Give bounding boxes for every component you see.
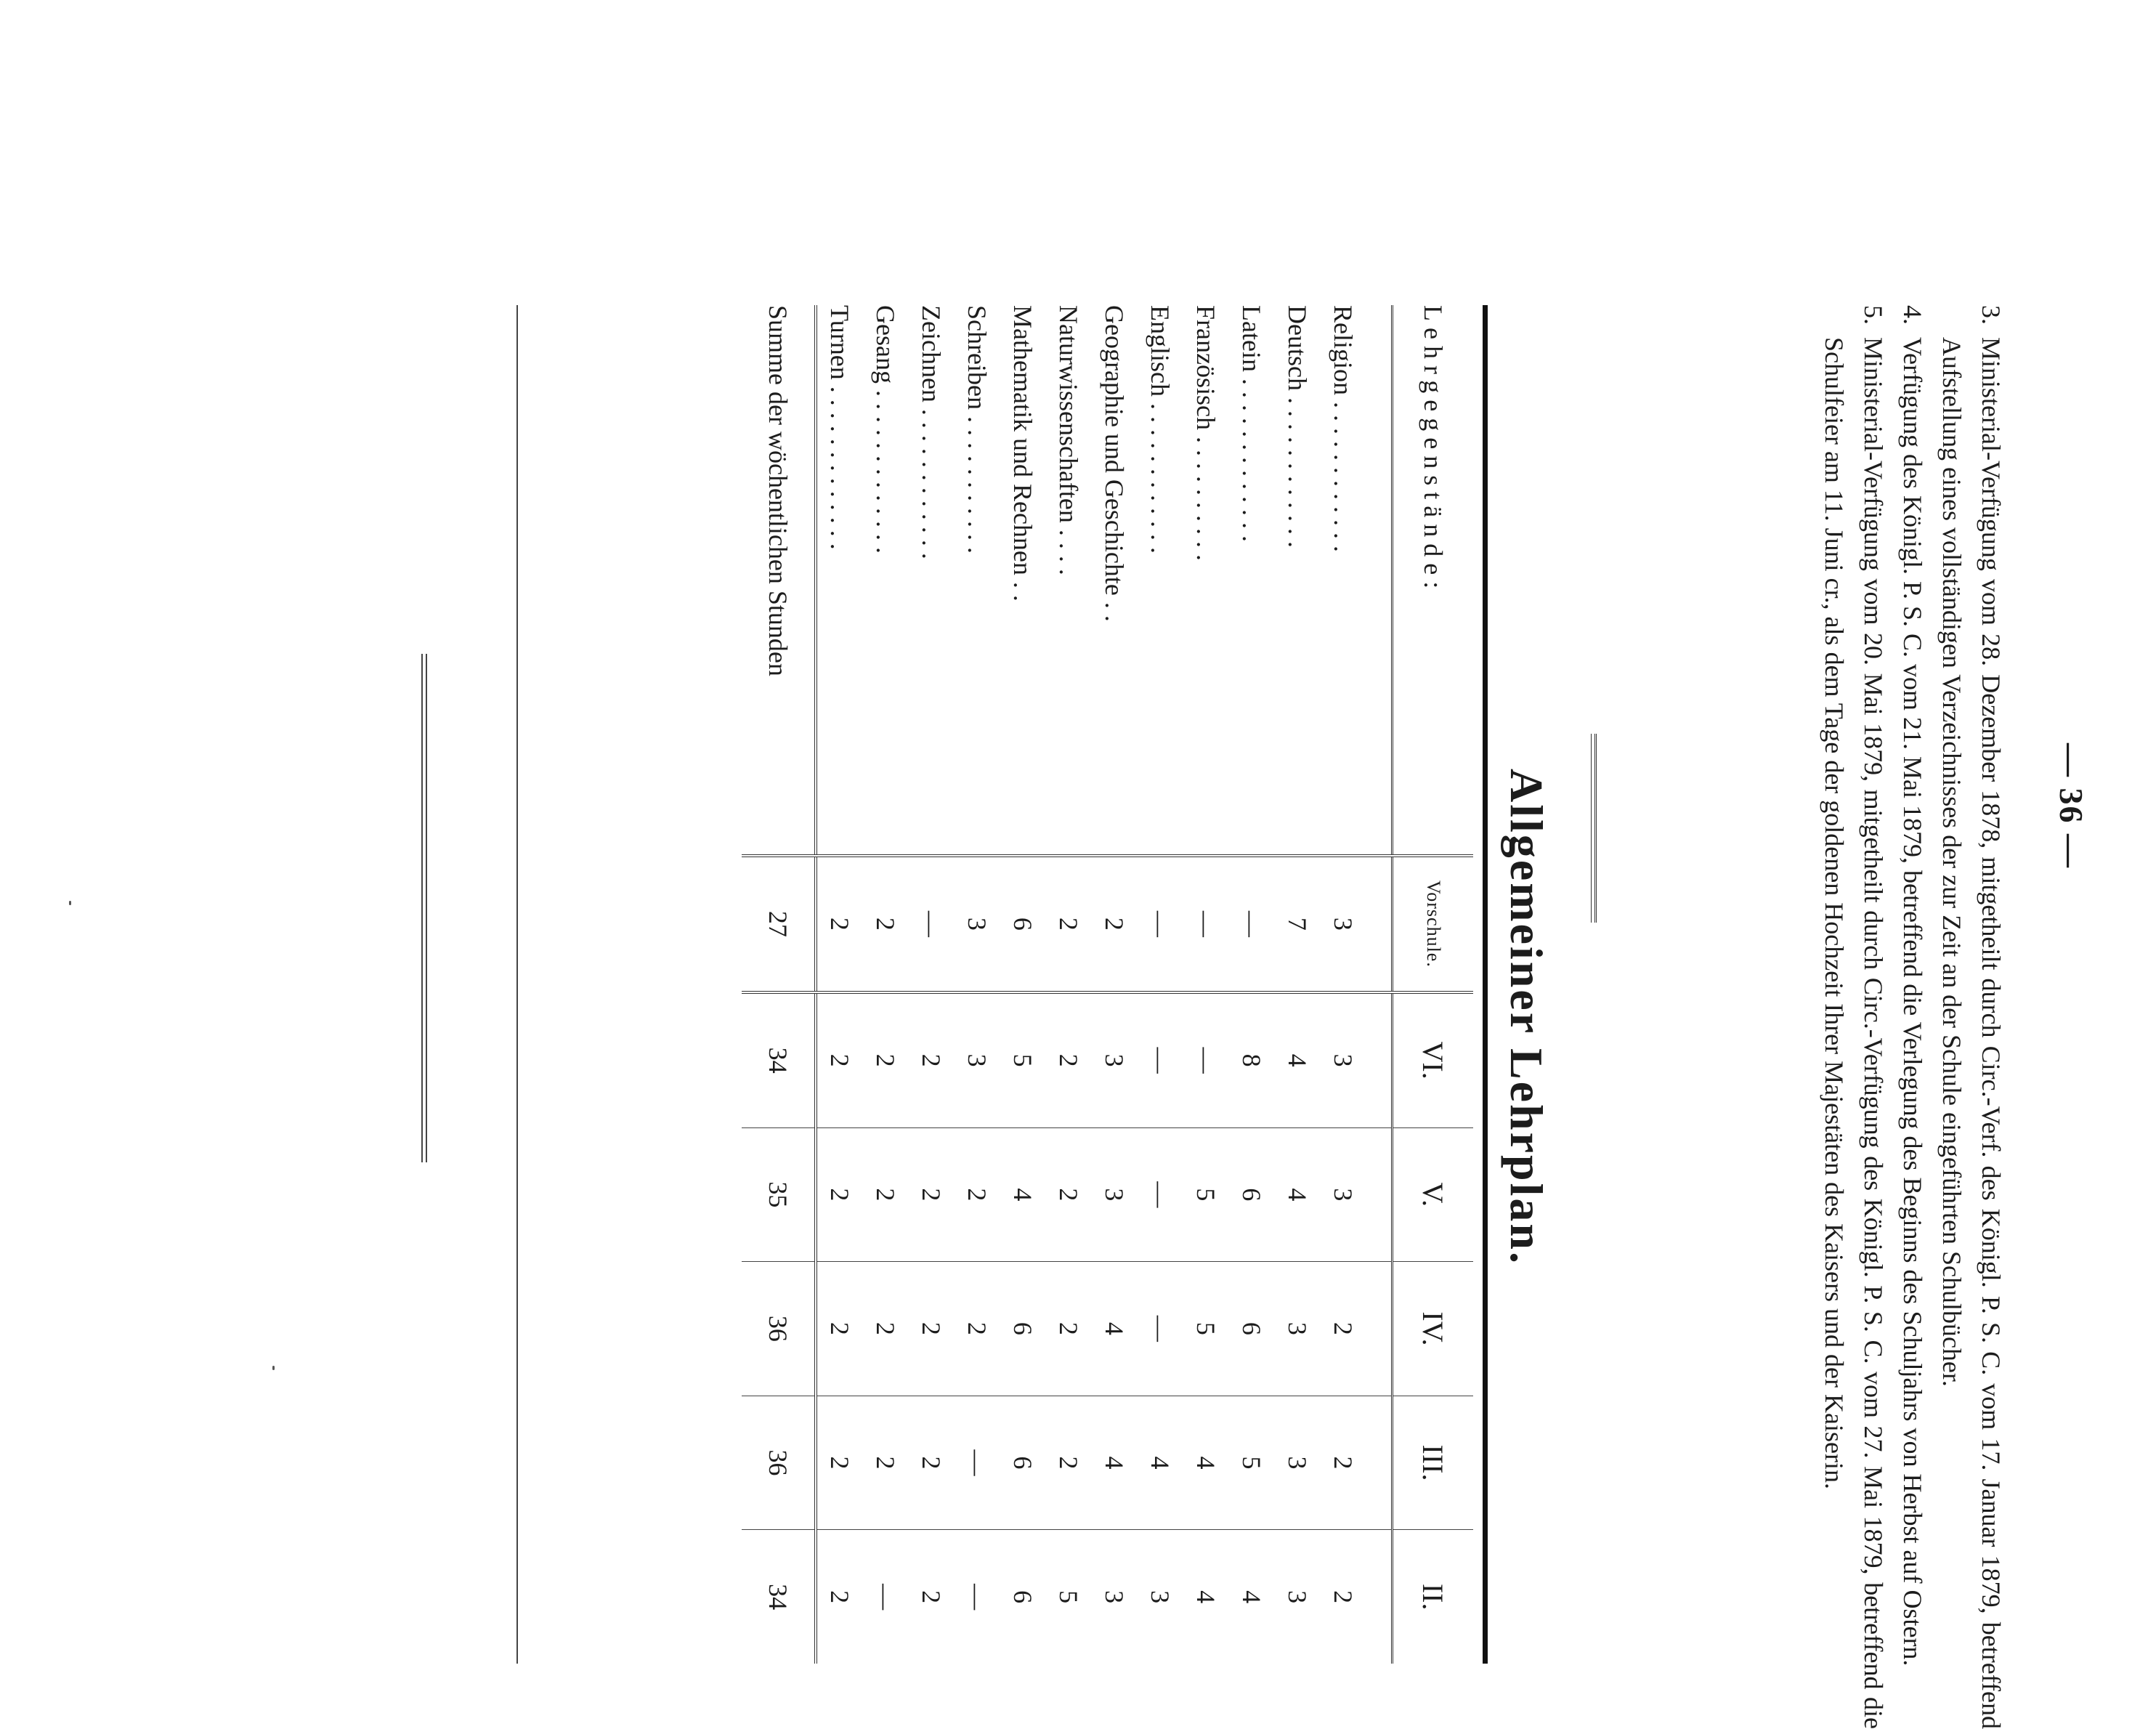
note-item: [1932, 305, 2011, 1729]
column-header: Vorschule.: [1393, 856, 1474, 992]
sum-cell: 34: [742, 1530, 816, 1664]
hours-cell: 3: [955, 856, 1000, 992]
hours-cell: 5: [1000, 992, 1046, 1127]
hours-cell: —: [1183, 992, 1229, 1127]
table-row: [1183, 305, 1229, 1664]
column-header: VI.: [1393, 992, 1474, 1127]
hours-cell: 2: [917, 1590, 947, 1604]
hours-cell: —: [1229, 856, 1275, 992]
scan-speck: [69, 901, 71, 905]
column-header: III.: [1393, 1396, 1474, 1530]
note-item: [1815, 305, 1893, 1729]
table-bottom-rule: [516, 305, 518, 1664]
hours-cell: —: [1183, 856, 1229, 992]
hours-cell: 4: [1092, 1262, 1138, 1396]
hours-cell: 3: [1146, 1590, 1175, 1604]
table-row: [816, 305, 863, 1664]
hours-cell: —: [955, 1396, 1000, 1530]
hours-cell: 7: [1275, 856, 1321, 992]
end-rule: [421, 654, 423, 1162]
hours-cell: 6: [1000, 1262, 1046, 1396]
table-row: [909, 305, 955, 1664]
table-row: [1229, 305, 1275, 1664]
hours-cell: 2: [863, 1127, 909, 1262]
hours-cell: 3: [1321, 992, 1366, 1127]
hours-cell: 5: [1229, 1396, 1275, 1530]
subject-cell: Französisch . . . . . . . . . .: [1183, 305, 1229, 856]
hours-cell: 6: [1229, 1127, 1275, 1262]
hours-cell: 3: [1275, 1396, 1321, 1530]
table-row: [1321, 305, 1366, 1664]
hours-cell: 2: [1046, 1262, 1092, 1396]
table-row: [955, 305, 1000, 1664]
hours-cell: 2: [955, 1127, 1000, 1262]
hours-cell: 3: [1092, 1127, 1138, 1262]
subject-column-header: Lehrgegenstände:: [1393, 305, 1474, 856]
spacer-row: [1366, 305, 1393, 1664]
separator-rule: [1591, 734, 1597, 923]
hours-cell: 3: [1321, 856, 1366, 992]
spacer-cell: [1366, 305, 1393, 856]
sum-cell: 34: [742, 992, 816, 1127]
spacer-cell: [1366, 1530, 1393, 1664]
subject-cell: Mathematik und Rechnen . .: [1000, 305, 1046, 856]
hours-cell: —: [871, 1584, 901, 1611]
hours-cell: —: [909, 856, 955, 992]
hours-cell: 2: [909, 1262, 955, 1396]
hours-cell: 3: [1092, 992, 1138, 1127]
hours-cell: 3: [1100, 1590, 1130, 1604]
hours-cell: 5: [1054, 1590, 1084, 1604]
note-number: 5.: [1859, 305, 1888, 325]
hours-cell: 4: [1191, 1590, 1221, 1604]
hours-cell: 2: [909, 1127, 955, 1262]
hours-cell: 2: [825, 1590, 855, 1604]
subject-cell: Geographie und Geschichte . .: [1092, 305, 1138, 856]
subject-cell: Religion . . . . . . . . . . . .: [1321, 305, 1366, 856]
hours-cell: —: [962, 1584, 992, 1611]
subject-cell: Deutsch . . . . . . . . . . . .: [1275, 305, 1321, 856]
hours-cell: 2: [863, 992, 909, 1127]
hours-cell: 2: [863, 1262, 909, 1396]
hours-cell: 2: [1321, 1262, 1366, 1396]
subject-cell: Schreiben . . . . . . . . . . .: [955, 305, 1000, 856]
subject-cell: Englisch . . . . . . . . . . . .: [1138, 305, 1183, 856]
subject-cell: Turnen . . . . . . . . . . . . .: [816, 305, 863, 856]
hours-cell: 5: [1183, 1262, 1229, 1396]
subject-cell: Zeichnen . . . . . . . . . . . .: [909, 305, 955, 856]
hours-cell: 2: [909, 992, 955, 1127]
hours-cell: 6: [1000, 856, 1046, 992]
hours-cell: 2: [955, 1262, 1000, 1396]
hours-cell: 2: [816, 992, 863, 1127]
sum-cell: 27: [742, 856, 816, 992]
notes-list: [1815, 305, 2011, 1729]
sum-cell: 35: [742, 1127, 816, 1262]
subject-cell: Latein . . . . . . . . . . . . .: [1229, 305, 1275, 856]
column-header: V.: [1393, 1127, 1474, 1262]
hours-cell: 4: [1275, 992, 1321, 1127]
hours-cell: 3: [1275, 1262, 1321, 1396]
table-row: [863, 305, 909, 1664]
sum-cell: 36: [742, 1262, 816, 1396]
hours-cell: 2: [1046, 992, 1092, 1127]
spacer-cell: [1366, 992, 1393, 1127]
hours-cell: 2: [816, 1127, 863, 1262]
hours-cell: 4: [1000, 1127, 1046, 1262]
hours-cell: 6: [1008, 1590, 1038, 1604]
hours-cell: 2: [816, 1262, 863, 1396]
spacer-cell: [1366, 1127, 1393, 1262]
note-text: Ministerial-Verfügung vom 20. Mai 1879, mitgetheilt durch Circ.-Verfügung des Königl. P. S. C. vom 27. Mai 1879, betreffend die Schulfeier am 11. Juni cr., als dem Tage der goldenen Hochzeit Ihrer Majestäten des Kaisers und der Kaiserin.: [1820, 337, 1888, 1729]
table-row: [1092, 305, 1138, 1664]
hours-cell: 2: [863, 856, 909, 992]
note-number: 4.: [1898, 305, 1927, 325]
spacer-cell: [1366, 856, 1393, 992]
hours-cell: 4: [1275, 1127, 1321, 1262]
hours-cell: 4: [1183, 1396, 1229, 1530]
hours-cell: 2: [816, 1396, 863, 1530]
table-row: [1138, 305, 1183, 1664]
table-row: [1275, 305, 1321, 1664]
subject-cell: Naturwissenschaften . . . .: [1046, 305, 1092, 856]
table-body: [816, 305, 1393, 1664]
table-header-row: [1393, 305, 1474, 1664]
scan-speck: [272, 1366, 275, 1370]
hours-cell: 6: [1229, 1262, 1275, 1396]
hours-cell: 8: [1229, 992, 1275, 1127]
hours-cell: 4: [1138, 1396, 1183, 1530]
note-number: 3.: [1977, 305, 2006, 325]
hours-cell: —: [1138, 856, 1183, 992]
sum-cell: 36: [742, 1396, 816, 1530]
end-rule: [426, 654, 427, 1162]
hours-cell: —: [1138, 1127, 1183, 1262]
table-top-rule: [1483, 305, 1488, 1664]
hours-cell: 2: [1046, 856, 1092, 992]
hours-cell: 2: [909, 1396, 955, 1530]
spacer-cell: [1366, 1396, 1393, 1530]
hours-cell: 2: [863, 1396, 909, 1530]
hours-cell: 3: [1283, 1590, 1313, 1604]
note-text: Ministerial-Verfügung vom 28. Dezember 1878, mitgetheilt durch Circ.-Verf. des Königl. P. S. C. vom 17. Januar 1879, betreffend Aufstellung eines vollständigen Verzeichnisses der zur Zeit an der Schule eingeführten Schulbücher.: [1937, 337, 2006, 1729]
hours-cell: —: [1138, 1262, 1183, 1396]
sum-row: [742, 305, 816, 1664]
column-header: II.: [1393, 1530, 1474, 1664]
sum-label: Summe der wöchentlichen Stunden: [742, 305, 816, 856]
note-text: Verfügung des Königl. P. S. C. vom 21. Mai 1879, betreffend die Verlegung des Beginns des Schuljahrs von Herbst auf Ostern.: [1898, 337, 1927, 1667]
hours-cell: 2: [816, 856, 863, 992]
curriculum-table: [742, 305, 1473, 1664]
hours-cell: 4: [1092, 1396, 1138, 1530]
table-row: [1046, 305, 1092, 1664]
hours-cell: 4: [1237, 1590, 1267, 1604]
hours-cell: 5: [1183, 1127, 1229, 1262]
spacer-cell: [1366, 1262, 1393, 1396]
section-title: Allgemeiner Lehrplan.: [1501, 769, 1552, 1266]
subject-cell: Gesang . . . . . . . . . . . . .: [863, 305, 909, 856]
table-row: [1000, 305, 1046, 1664]
note-item: [1893, 305, 1932, 1729]
hours-cell: 2: [1329, 1590, 1358, 1604]
hours-cell: 2: [1092, 856, 1138, 992]
hours-cell: —: [1138, 992, 1183, 1127]
column-header: IV.: [1393, 1262, 1474, 1396]
hours-cell: 2: [1321, 1396, 1366, 1530]
page-number: — 36 —: [2053, 743, 2090, 869]
hours-cell: 3: [1321, 1127, 1366, 1262]
hours-cell: 2: [1046, 1127, 1092, 1262]
hours-cell: 3: [955, 992, 1000, 1127]
hours-cell: 2: [1046, 1396, 1092, 1530]
hours-cell: 6: [1000, 1396, 1046, 1530]
